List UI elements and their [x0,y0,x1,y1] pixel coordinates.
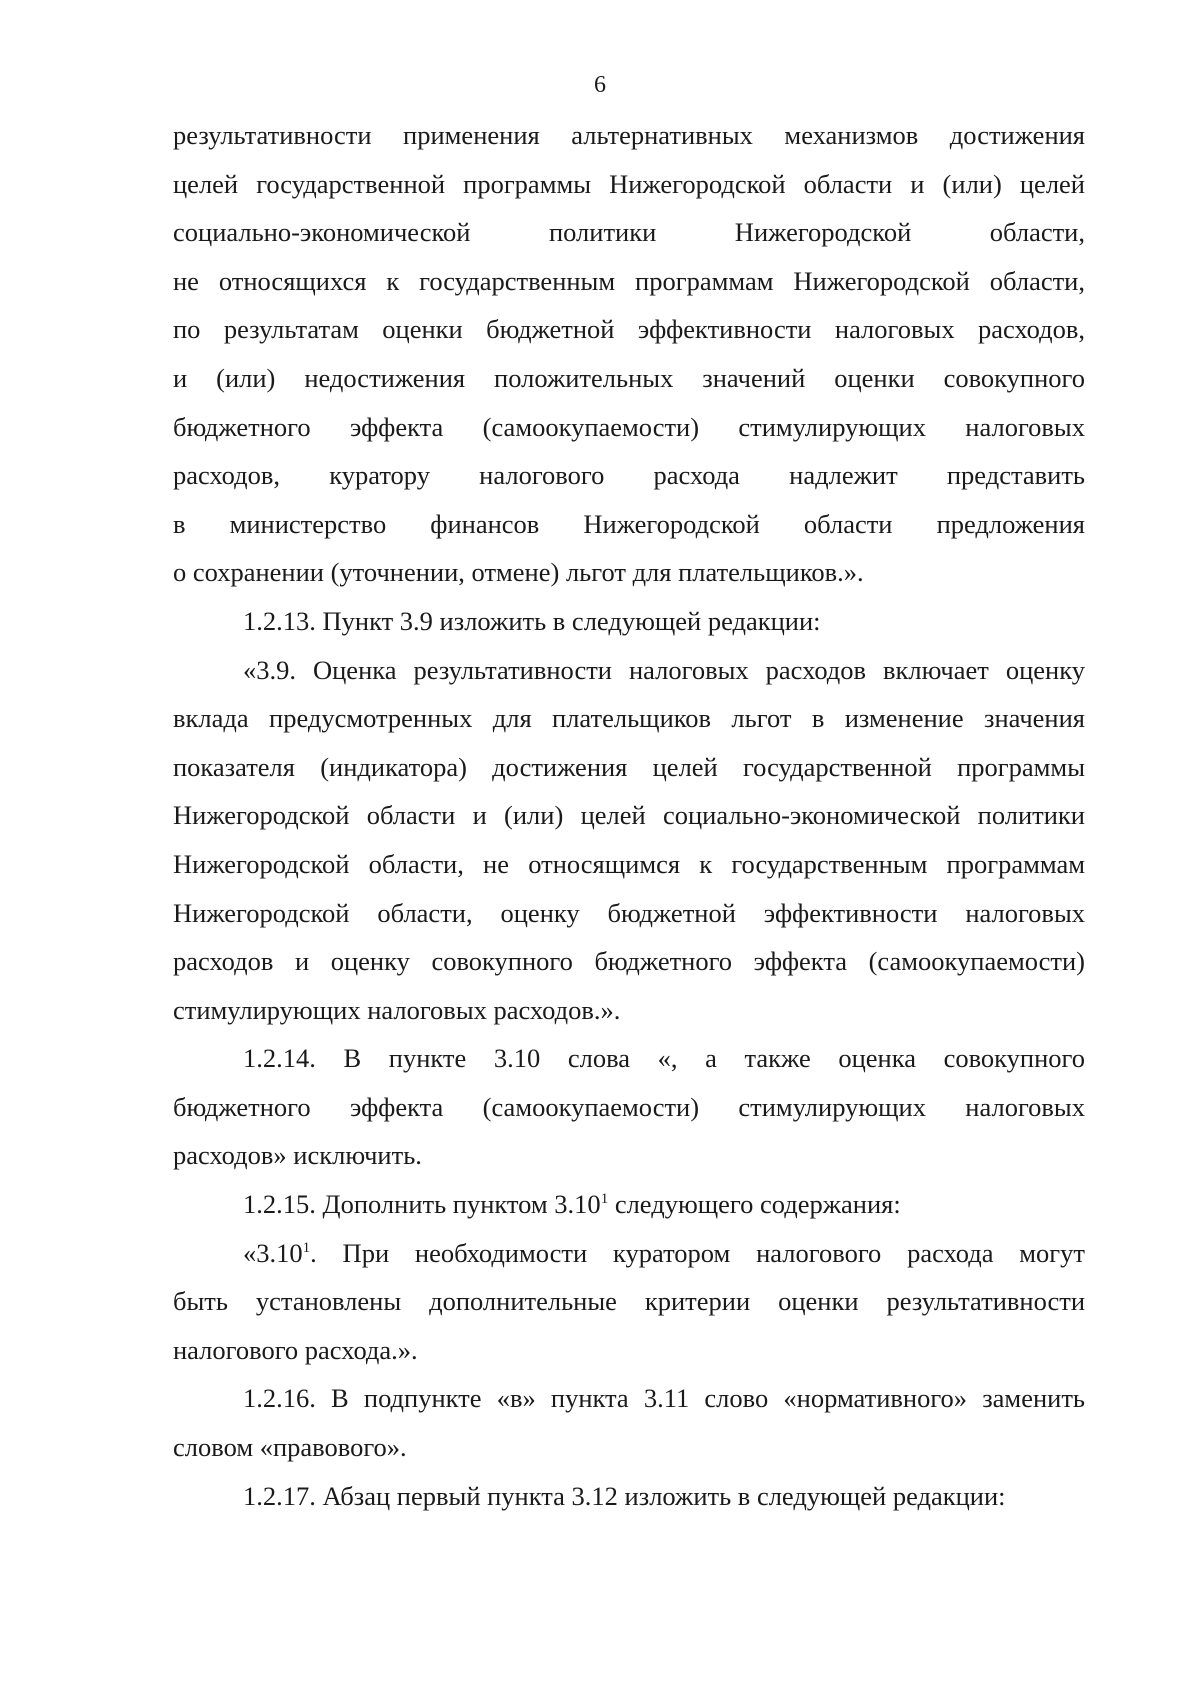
text-line: 1.2.14. В пункте 3.10 слова «, а также оценка совокупного [243,1043,1085,1074]
text-line: целей государственной программы Нижегородской области и (или) целей [173,168,1085,199]
text-line: не относящихся к государственным программам Нижегородской области, [173,265,1085,296]
document-body [173,111,1085,1520]
paragraph-3-9 [173,646,1085,1035]
text-line: бюджетного эффекта (самоокупаемости) стимулирующих налоговых [173,411,1085,442]
text-line: 1.2.16. В подпункте «в» пункта 3.11 слово «нормативного» заменить [243,1383,1085,1414]
text-fragment: 1.2.15. Дополнить пунктом 3.10 [243,1189,601,1220]
text-line: социально-экономической политики Нижегородской области, [173,217,1085,248]
superscript: 1 [302,1239,311,1256]
text-fragment: «3.10 [243,1237,303,1268]
paragraph-1-2-16 [173,1374,1085,1471]
paragraph-1-2-17 [173,1472,1085,1521]
text-line: быть установлены дополнительные критерии оценки результативности [173,1286,1085,1317]
text-fragment: следующего содержания: [608,1189,901,1220]
text-line: результативности применения альтернативных механизмов достижения [173,120,1085,150]
text-line: 1.2.17. Абзац первый пункта 3.12 изложить в следующей редакции: [243,1480,1006,1511]
text-line [173,1229,1085,1278]
page-number: 6 [594,72,606,98]
paragraph-3-10-1 [173,1229,1085,1375]
text-line: вклада предусмотренных для плательщиков льгот в изменение значения [173,703,1085,734]
paragraph-1-2-15 [173,1180,1085,1229]
text-line: бюджетного эффекта (самоокупаемости) стимулирующих налоговых [173,1091,1085,1122]
text-line: в министерство финансов Нижегородской области предложения [173,508,1085,539]
text-line: о сохранении (уточнении, отмене) льгот для плательщиков.». [173,557,864,588]
text-line: расходов» исключить. [173,1140,422,1171]
text-line: Нижегородской области и (или) целей социально-экономической политики [173,800,1085,831]
paragraph-continuation [173,111,1085,597]
text-line: словом «правового». [173,1432,407,1463]
text-line: Нижегородской области, не относящимся к государственным программам [173,848,1085,879]
text-line: «3.9. Оценка результативности налоговых расходов включает оценку [243,654,1085,685]
paragraph-1-2-14 [173,1034,1085,1180]
text-line: показателя (индикатора) достижения целей государственной программы [173,751,1085,782]
text-line: 1.2.13. Пункт 3.9 изложить в следующей редакции: [243,605,821,636]
text-line [173,1180,1085,1229]
text-line: и (или) недостижения положительных значений оценки совокупного [173,362,1085,393]
text-line: расходов, куратору налогового расхода надлежит представить [173,460,1085,491]
text-line: расходов и оценку совокупного бюджетного эффекта (самоокупаемости) [173,946,1085,977]
text-line: налогового расхода.». [173,1334,418,1365]
text-line: стимулирующих налоговых расходов.». [173,994,621,1025]
text-line: по результатам оценки бюджетной эффективности налоговых расходов, [173,314,1085,345]
text-fragment: . При необходимости куратором налогового расхода могут [310,1237,1085,1268]
text-line: Нижегородской области, оценку бюджетной эффективности налоговых [173,897,1085,928]
superscript: 1 [600,1191,609,1208]
paragraph-1-2-13 [173,597,1085,646]
